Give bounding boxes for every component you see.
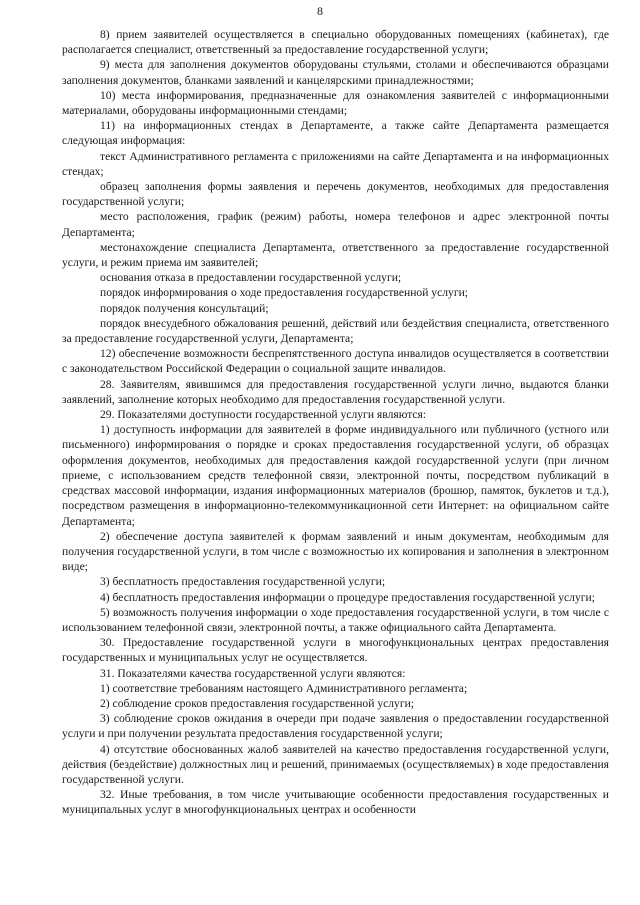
paragraph-stand-form-sample: образец заполнения формы заявления и перечень документов, необходимых для предоставления государственной услуги; (62, 180, 609, 209)
paragraph-29-item-4: 4) бесплатность предоставления информации о процедуре предоставления государственной услуги; (100, 590, 595, 604)
paragraph-section-29: 29. Показателями доступности государственной услуги являются: (100, 408, 427, 422)
document-body (62, 27, 609, 818)
paragraph-stand-consultations: порядок получения консультаций; (100, 301, 269, 315)
paragraph-29-item-5: 5) возможность получения информации о ходе предоставления государственной услуги, в том числе с использованием телефонной связи, электронной почты, а также официального сайта Департамента. (62, 605, 609, 634)
paragraph-31-item-4: 4) отсутствие обоснованных жалоб заявителей на качество предоставления государственной услуги, действия (бездействие) должностных лиц и решений, принимаемых (осуществляемых) в ходе предоставления государственной услуги. (62, 742, 609, 786)
paragraph-item-9: 9) места для заполнения документов оборудованы стульями, столами и обеспечиваются образцами заполнения документов, бланками заявлений и канцелярскими принадлежностями; (62, 58, 609, 87)
paragraph-stand-location-schedule: место расположения, график (режим) работы, номера телефонов и адрес электронной почты Департамента; (62, 210, 609, 239)
paragraph-29-item-2: 2) обеспечение доступа заявителей к формам заявлений и иным документам, необходимым для получения государственной услуги, в том числе с возможностью их копирования и заполнения в электронном виде; (62, 529, 609, 574)
paragraph-29-item-1: 1) доступность информации для заявителей в форме индивидуального или публичного (устного или письменного) информирования о порядке и сроках предоставления государственной услуги, об образцах оформления документов, необходимых для предоставления каждой государственной услуги (при личном приеме, с использованием средств телефонной связи, электронной почты, посредством публикаций в средствах массовой информации, издания информационных материалов (брошюр, памяток, буклетов и т.д.), посредством размещения в информационно-телекоммуникационной сети Интернет: на официальном сайте Департамента; (62, 423, 609, 528)
paragraph-31-item-2: 2) соблюдение сроков предоставления государственной услуги; (100, 696, 415, 710)
paragraph-item-12: 12) обеспечение возможности беспрепятственного доступа инвалидов осуществляется в соответствии с законодательством Российской Федерации о социальной защите инвалидов. (62, 347, 609, 376)
paragraph-stand-regulation-text: текст Административного регламента с приложениями на сайте Департамента и на информационных стендах; (62, 149, 609, 178)
paragraph-stand-progress-info: порядок информирования о ходе предоставления государственной услуги; (100, 286, 468, 300)
paragraph-31-item-3: 3) соблюдение сроков ожидания в очереди при подаче заявления о предоставлении государственной услуги и при получении результата предоставления государственной услуги; (62, 712, 609, 741)
page-number: 8 (317, 4, 323, 18)
paragraph-29-item-3: 3) бесплатность предоставления государственной услуги; (100, 575, 386, 589)
paragraph-item-11: 11) на информационных стендах в Департаменте, а также сайте Департамента размещается следующая информация: (62, 119, 609, 148)
paragraph-stand-appeal-procedure: порядок внесудебного обжалования решений, действий или бездействия специалиста, ответственного за предоставление государственной услуги, Департамента; (62, 316, 609, 346)
paragraph-section-32: 32. Иные требования, в том числе учитывающие особенности предоставления государственных и муниципальных услуг в многофункциональных центрах и особенности (62, 788, 609, 817)
paragraph-section-30: 30. Предоставление государственной услуги в многофункциональных центрах предоставления государственных и муниципальных услуг не осуществляется. (62, 636, 609, 665)
paragraph-stand-refusal-grounds: основания отказа в предоставлении государственной услуги; (100, 271, 402, 285)
paragraph-item-8: 8) прием заявителей осуществляется в специально оборудованных помещениях (кабинетах), где располагается специалист, ответственный за предоставление государственной услуги; (62, 28, 609, 57)
paragraph-stand-specialist-location: местонахождение специалиста Департамента, ответственного за предоставление государственной услуги, и режим приема им заявителей; (62, 240, 609, 270)
paragraph-section-28: 28. Заявителям, явившимся для предоставления государственной услуги лично, выдаются бланки заявлений, заполнение которых необходимо для предоставления государственной услуги. (62, 377, 609, 406)
paragraph-item-10: 10) места информирования, предназначенные для ознакомления заявителей с информационными материалами, оборудованы информационными стендами; (62, 88, 609, 118)
paragraph-section-31: 31. Показателями качества государственной услуги являются: (100, 666, 406, 680)
paragraph-31-item-1: 1) соответствие требованиям настоящего Административного регламента; (100, 681, 468, 695)
